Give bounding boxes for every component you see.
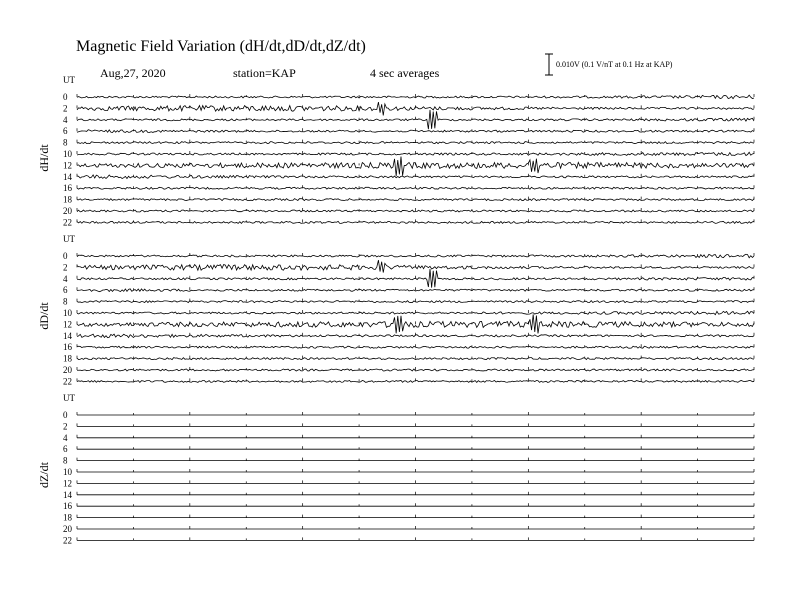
hour-label: 4 — [63, 114, 68, 125]
hour-label: 2 — [63, 262, 68, 273]
ut-label: UT — [63, 75, 75, 85]
hour-label: 12 — [63, 478, 72, 489]
hour-label: 8 — [63, 455, 68, 466]
trace-row-14 — [77, 334, 754, 337]
hour-label: 14 — [63, 330, 72, 341]
ut-label: UT — [63, 234, 75, 244]
trace-row-22 — [77, 221, 754, 223]
panel-ylabel: dD/dt — [37, 302, 51, 330]
averaging-label: 4 sec averages — [370, 66, 440, 80]
hour-label: 20 — [63, 206, 72, 216]
trace-row-4 — [77, 269, 754, 288]
hour-label: 10 — [63, 308, 72, 318]
panel-ylabel: dZ/dt — [37, 462, 51, 488]
hour-label: 10 — [63, 467, 72, 477]
hour-label: 18 — [63, 353, 72, 364]
hour-label: 14 — [63, 489, 72, 500]
hour-label: 14 — [63, 171, 72, 182]
scale-bar-label: 0.010V (0.1 V/nT at 0.1 Hz at KAP) — [556, 60, 673, 69]
panel-ylabel: dH/dt — [37, 144, 51, 172]
hour-label: 16 — [63, 342, 72, 353]
hour-label: 22 — [63, 217, 72, 228]
hour-label: 18 — [63, 512, 72, 523]
hour-label: 2 — [63, 103, 68, 114]
hour-label: 6 — [63, 126, 68, 137]
station-label: station=KAP — [233, 66, 296, 80]
hour-label: 10 — [63, 149, 72, 159]
hour-label: 18 — [63, 194, 72, 205]
trace-row-2 — [77, 102, 754, 115]
hour-label: 22 — [63, 535, 72, 546]
ut-label: UT — [63, 393, 75, 403]
hour-label: 6 — [63, 444, 68, 455]
hour-label: 22 — [63, 376, 72, 387]
trace-row-16 — [77, 187, 754, 189]
hour-label: 4 — [63, 273, 68, 284]
hour-label: 12 — [63, 319, 72, 330]
hour-label: 4 — [63, 432, 68, 443]
hour-label: 0 — [63, 410, 68, 420]
hour-label: 16 — [63, 501, 72, 512]
date-label: Aug,27, 2020 — [100, 66, 166, 80]
hour-label: 16 — [63, 183, 72, 194]
chart-title: Magnetic Field Variation (dH/dt,dD/dt,dZ/dt) — [76, 38, 366, 55]
trace-row-12 — [77, 157, 754, 177]
hour-label: 0 — [63, 92, 68, 102]
hour-label: 8 — [63, 137, 68, 148]
hour-label: 12 — [63, 160, 72, 171]
hour-label: 6 — [63, 285, 68, 296]
hour-label: 8 — [63, 296, 68, 307]
hour-label: 20 — [63, 524, 72, 534]
hour-label: 20 — [63, 365, 72, 375]
hour-label: 0 — [63, 251, 68, 261]
hour-label: 2 — [63, 421, 68, 432]
